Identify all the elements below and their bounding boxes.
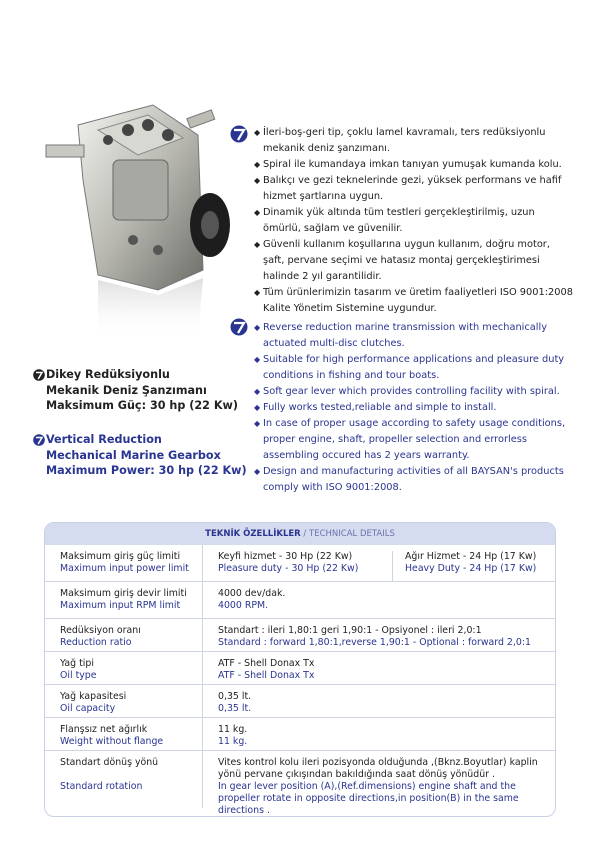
diamond-bullet-icon: ◆ [254, 419, 261, 428]
brand-logo-icon [230, 318, 248, 336]
table-header: TEKNİK ÖZELLİKLER / TECHNICAL DETAILS [45, 523, 555, 545]
diamond-bullet-icon: ◆ [254, 387, 261, 396]
diamond-bullet-icon: ◆ [254, 288, 261, 297]
table-row: Yağ kapasitesi Oil capacity 0,35 lt. 0,35 lt. [45, 685, 555, 718]
table-row: Redüksiyon oranı Reduction ratio Standart : ileri 1,80:1 geri 1,90:1 - Opsiyonel : ileri 2,0:1 Standard : forward 1,80:1,reverse 1,90:1 - Optional : forward 2,0:1 [45, 619, 555, 652]
table-row: Standart dönüş yönü Standard rotation Vites kontrol kolu ileri pozisyonda olduğunda ,(Bknz.Boyutlar) kaplin yönü pervane çıkışından bakıldığında saat dönüş yönüdür . In gear lever position (A),(Ref.dimensions) engine shaft and the propeller rotate in opposite directions,in position(B) in the same directions . [45, 751, 555, 808]
list-item: ◆ Balıkçı ve gezi teknelerinde gezi, yüksek performans ve hafif hizmet şartlarına uygun. [254, 173, 574, 205]
list-item: ◆ Tüm ürünlerimizin tasarım ve üretim faaliyetleri ISO 9001:2008 Kalite Yönetim Sistemine uygundur. [254, 285, 574, 317]
list-item: ◆ Design and manufacturing activities of all BAYSAN's products comply with ISO 9001:2008. [254, 464, 574, 496]
list-item: ◆ Spiral ile kumandaya imkan tanıyan yumuşak kumanda kolu. [254, 157, 574, 173]
diamond-bullet-icon: ◆ [254, 160, 261, 169]
brand-logo-icon [33, 369, 45, 381]
diamond-bullet-icon: ◆ [254, 208, 261, 217]
diamond-bullet-icon: ◆ [254, 467, 261, 476]
diamond-bullet-icon: ◆ [254, 355, 261, 364]
diamond-bullet-icon: ◆ [254, 240, 261, 249]
table-row: Maksimum giriş güç limiti Maximum input power limit Keyfi hizmet - 30 Hp (22 Kw) Pleasure duty - 30 Hp (22 Kw) Ağır Hizmet - 24 Hp (17 Kw) Heavy Duty - 24 Hp (17 Kw) [45, 545, 555, 582]
table-row: Flanşsız net ağırlık Weight without flange 11 kg. 11 kg. [45, 718, 555, 751]
list-item: ◆ Suitable for high performance applications and pleasure duty conditions in fishing and tour boats. [254, 352, 574, 384]
brand-logo-icon [33, 434, 45, 446]
product-title-english: Vertical Reduction Mechanical Marine Gearbox Maximum Power: 30 hp (22 Kw) [46, 432, 247, 479]
technical-details-table [44, 522, 556, 817]
list-item: ◆ İleri-boş-geri tip, çoklu lamel kavramalı, ters redüksiyonlu mekanik deniz şanzımanı. [254, 125, 574, 157]
features-turkish [254, 125, 574, 317]
list-item: ◆ Güvenli kullanım koşullarına uygun kullanım, doğru motor, şaft, pervane seçimi ve hatasız montaj gerçekleştirimesi halinde 2 yıl garantilidir. [254, 237, 574, 285]
diamond-bullet-icon: ◆ [254, 403, 261, 412]
gearbox-photo [38, 90, 248, 360]
diamond-bullet-icon: ◆ [254, 323, 261, 332]
list-item: ◆ Reverse reduction marine transmission with mechanically actuated multi-disc clutches. [254, 320, 574, 352]
list-item: ◆ Dinamik yük altında tüm testleri gerçekleştirilmiş, uzun ömürlü, sağlam ve güvenilir. [254, 205, 574, 237]
table-row: Yağ tipi Oil type ATF - Shell Donax Tx ATF - Shell Donax Tx [45, 652, 555, 685]
features-english [254, 320, 574, 496]
diamond-bullet-icon: ◆ [254, 176, 261, 185]
list-item: ◆ Fully works tested,reliable and simple to install. [254, 400, 574, 416]
table-row: Maksimum giriş devir limiti Maximum input RPM limit 4000 dev/dak. 4000 RPM. [45, 582, 555, 619]
brand-logo-icon [230, 125, 248, 143]
product-title-turkish: Dikey Redüksiyonlu Mekanik Deniz Şanzımanı Maksimum Güç: 30 hp (22 Kw) [46, 367, 238, 414]
list-item: ◆ In case of proper usage according to safety usage conditions, proper engine, shaft, propeller selection and errorless assembling occured has 2 years warranty. [254, 416, 574, 464]
diamond-bullet-icon: ◆ [254, 128, 261, 137]
list-item: ◆ Soft gear lever which provides controlling facility with spiral. [254, 384, 574, 400]
